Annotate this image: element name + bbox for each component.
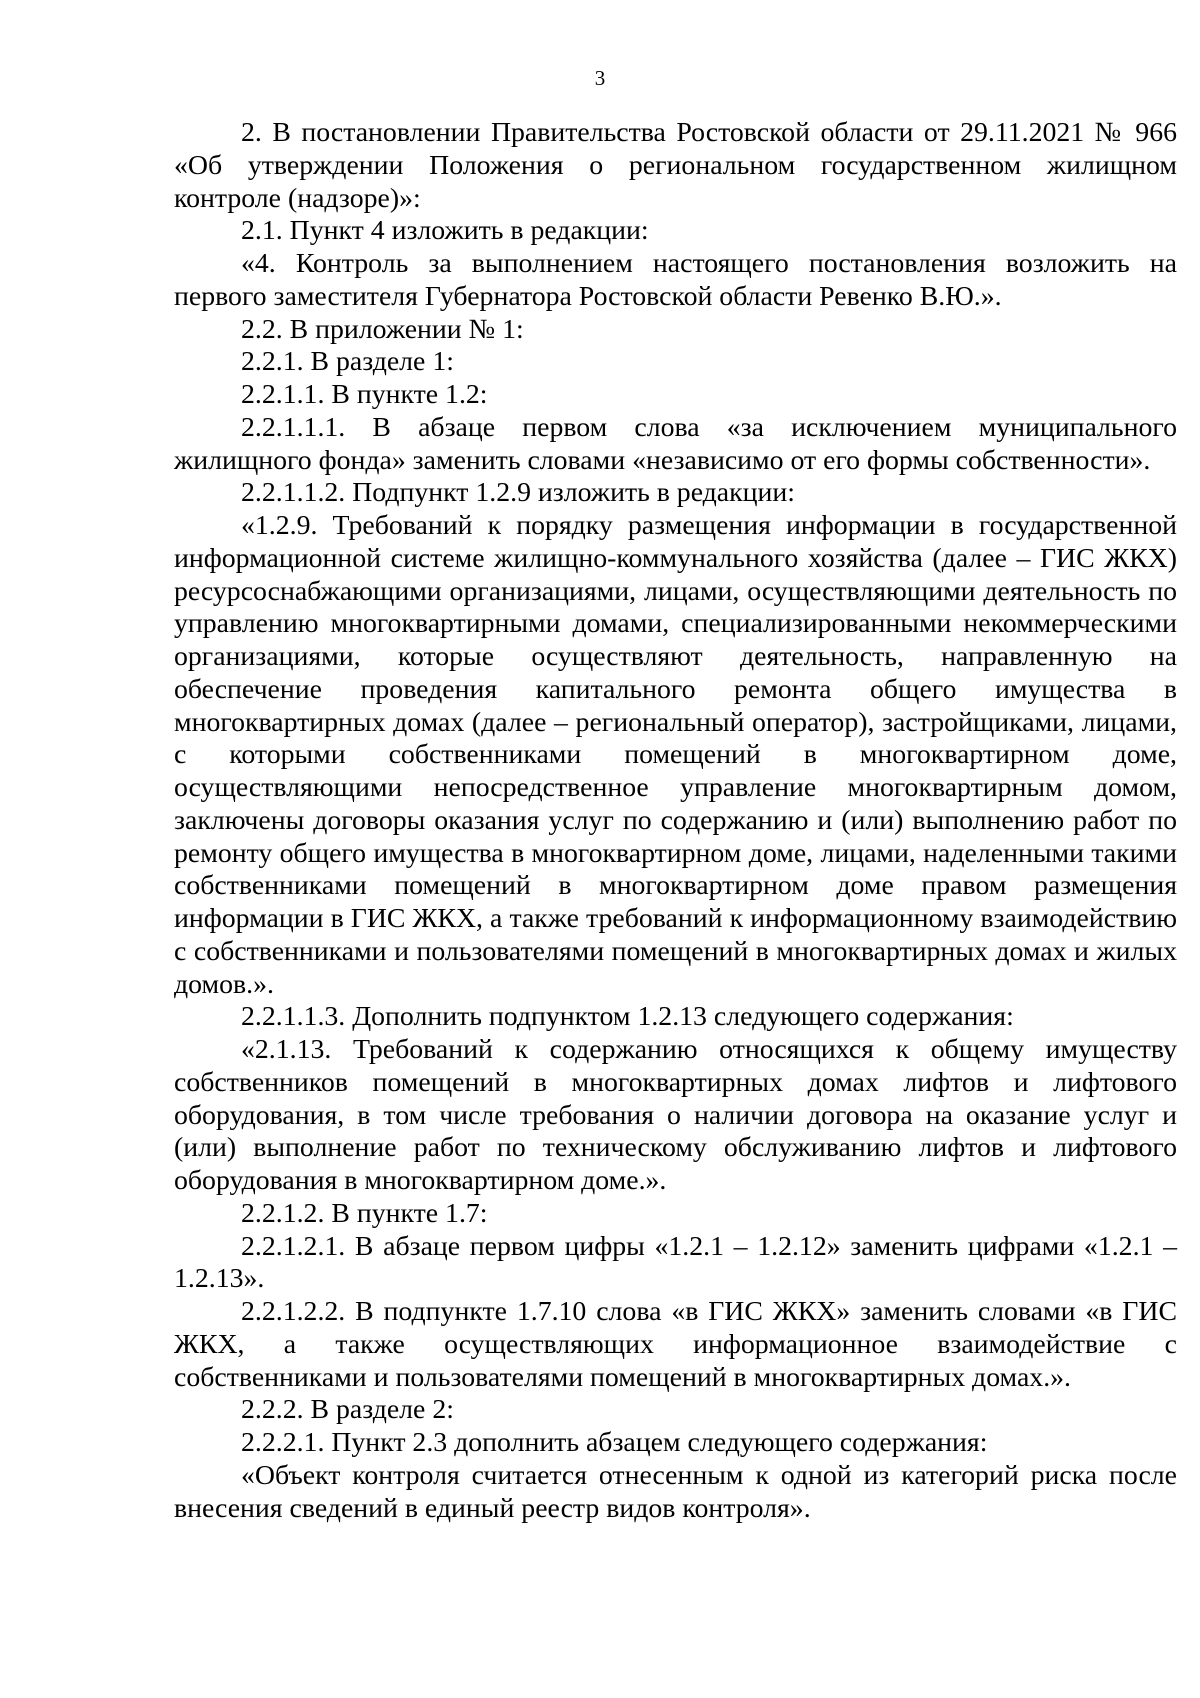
paragraph: «Объект контроля считается отнесенным к одной из категорий риска после внесения сведений в единый реестр видов контроля». xyxy=(174,1459,1177,1524)
paragraph: «4. Контроль за выполнением настоящего постановления возложить на первого заместителя Губернатора Ростовской области Ревенко В.Ю.». xyxy=(174,248,1177,312)
paragraph: 2.2.1.2. В пункте 1.7: xyxy=(241,1197,488,1229)
paragraph: 2.2.1.1.1. В абзаце первом слова «за исключением муниципального жилищного фонда» заменить словами «независимо от его формы собственности». xyxy=(174,411,1177,476)
paragraph: 2.2.1. В разделе 1: xyxy=(241,346,454,378)
paragraph: «2.1.13. Требований к содержанию относящихся к общему имуществу собственников помещений в многоквартирных домах лифтов и лифтового оборудования, в том числе требования о наличии договора на оказание услуг и (или) выполнение работ по техническому обслуживанию лифтов и лифтового оборудования в многоквартирном доме.». xyxy=(174,1034,1177,1196)
paragraph: «1.2.9. Требований к порядку размещения информации в государственной информационной системе жилищно-коммунального хозяйства (далее – ГИС ЖКХ) ресурсоснабжающими организациями, лицами, осуществляющими деятельность по управлению многоквартирными домами, специализированными некоммерческими организациями, которые осуществляют деятельность, направленную на обеспечение проведения капитального ремонта общего имущества в многоквартирных домах (далее – региональный оператор), застройщиками, лицами, с которыми собственниками помещений в многоквартирном доме, осуществляющими непосредственное управление многоквартирным домом, заключены договоры оказания услуг по содержанию и (или) выполнению работ по ремонту общего имущества в многоквартирном доме, лицами, наделенными такими собственниками помещений в многоквартирном доме правом размещения информации в ГИС ЖКХ, а также требований к информационному взаимодействию с собственниками и пользователями помещений в многоквартирных домах и жилых домов.». xyxy=(174,510,1177,1000)
document-body xyxy=(174,117,1177,1525)
paragraph: 2.2. В приложении № 1: xyxy=(241,313,524,345)
paragraph: 2.2.1.2.2. В подпункте 1.7.10 слова «в ГИС ЖКХ» заменить словами «в ГИС ЖКХ, а также осуществляющих информационное взаимодействие с собственниками и пользователями помещений в многоквартирных домах.». xyxy=(174,1296,1177,1393)
page-number: 3 xyxy=(594,66,606,90)
paragraph: 2.2.2.1. Пункт 2.3 дополнить абзацем следующего содержания: xyxy=(241,1427,988,1458)
paragraph: 2.1. Пункт 4 изложить в редакции: xyxy=(241,215,649,247)
paragraph: 2. В постановлении Правительства Ростовской области от 29.11.2021 № 966 «Об утверждении Положения о региональном государственном жилищном контроле (надзоре)»: xyxy=(174,117,1177,214)
paragraph: 2.2.1.1. В пункте 1.2: xyxy=(241,379,488,410)
paragraph: 2.2.1.1.3. Дополнить подпунктом 1.2.13 следующего содержания: xyxy=(241,1001,1014,1033)
paragraph: 2.2.2. В разделе 2: xyxy=(241,1394,454,1426)
paragraph: 2.2.1.2.1. В абзаце первом цифры «1.2.1 – 1.2.12» заменить цифрами «1.2.1 – 1.2.13». xyxy=(174,1230,1177,1295)
paragraph: 2.2.1.1.2. Подпункт 1.2.9 изложить в редакции: xyxy=(241,477,795,509)
